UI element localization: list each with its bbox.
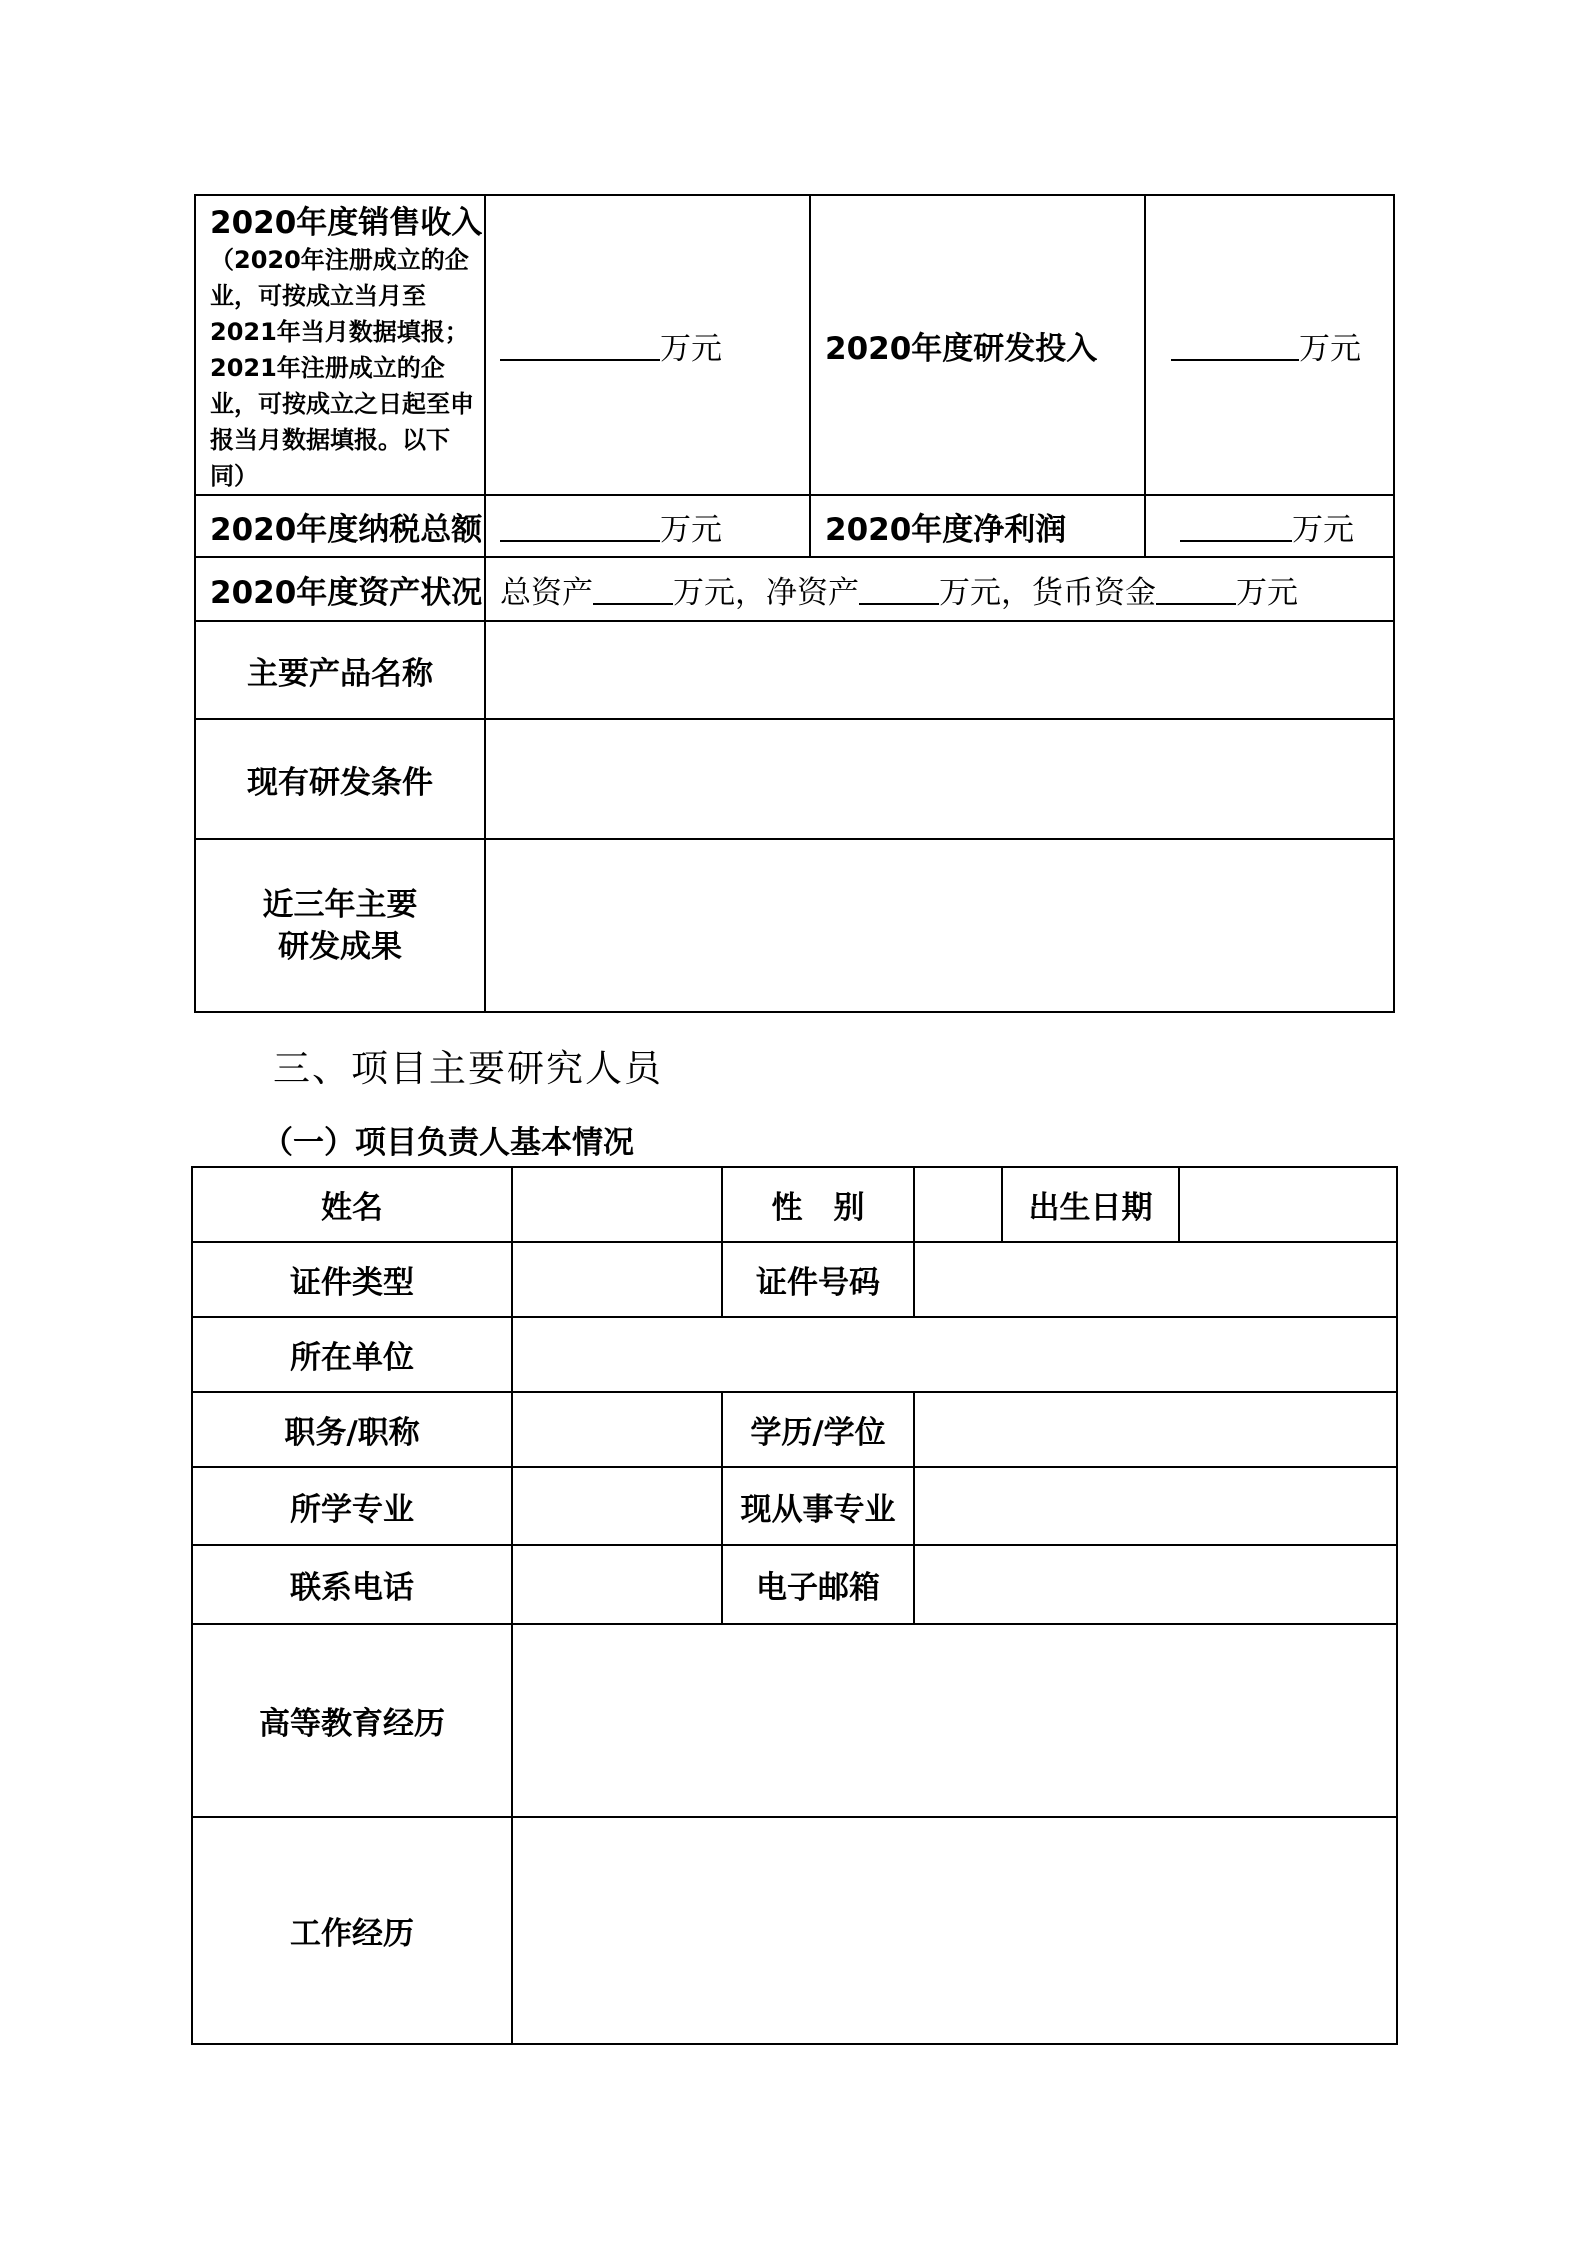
title-label: 职务/职称 (192, 1392, 512, 1467)
birth-date-label: 出生日期 (1002, 1167, 1179, 1242)
tax-unit: 万元 (660, 511, 722, 548)
section3-title: 三、项目主要研究人员 (273, 1047, 663, 1090)
gender-label: 性 别 (722, 1167, 914, 1242)
profit-label: 2020年度净利润 (810, 495, 1145, 557)
tax-value-cell[interactable] (485, 495, 810, 557)
company-financials-table (194, 194, 1395, 1013)
current-major-field[interactable] (914, 1467, 1397, 1545)
assets-net-unit: 万元 (939, 574, 1001, 611)
assets-net-label: ，净资产 (735, 574, 859, 611)
degree-label: 学历/学位 (722, 1392, 914, 1467)
products-field[interactable] (485, 621, 1394, 719)
rd-unit: 万元 (1299, 330, 1361, 367)
work-label: 工作经历 (192, 1817, 512, 2044)
assets-cash-label: ，货币资金 (1001, 574, 1156, 611)
email-label: 电子邮箱 (722, 1545, 914, 1624)
unit-field[interactable] (512, 1317, 1397, 1392)
profit-value-cell[interactable] (1145, 495, 1394, 557)
phone-label: 联系电话 (192, 1545, 512, 1624)
rd-conditions-label: 现有研发条件 (195, 719, 485, 839)
profit-unit: 万元 (1292, 511, 1354, 548)
assets-cash-unit: 万元 (1236, 574, 1298, 611)
sales-label: 2020年度销售收入 (210, 204, 483, 241)
name-field[interactable] (512, 1167, 722, 1242)
title-field[interactable] (512, 1392, 722, 1467)
education-label: 高等教育经历 (192, 1624, 512, 1817)
major-label: 所学专业 (192, 1467, 512, 1545)
id-type-label: 证件类型 (192, 1242, 512, 1317)
sales-value-cell[interactable] (485, 195, 810, 495)
email-field[interactable] (914, 1545, 1397, 1624)
work-field[interactable] (512, 1817, 1397, 2044)
birth-date-field[interactable] (1179, 1167, 1397, 1242)
sales-unit: 万元 (660, 330, 722, 367)
name-label: 姓名 (192, 1167, 512, 1242)
rd-value-cell[interactable] (1145, 195, 1394, 495)
major-field[interactable] (512, 1467, 722, 1545)
products-label: 主要产品名称 (195, 621, 485, 719)
rd-results-field[interactable] (485, 839, 1394, 1012)
id-type-field[interactable] (512, 1242, 722, 1317)
assets-label: 2020年度资产状况 (195, 557, 485, 621)
phone-field[interactable] (512, 1545, 722, 1624)
rd-label: 2020年度研发投入 (810, 195, 1145, 495)
assets-total-label: 总资产 (500, 574, 593, 611)
assets-value-cell[interactable] (485, 557, 1394, 621)
tax-label: 2020年度纳税总额 (195, 495, 485, 557)
current-major-label: 现从事专业 (722, 1467, 914, 1545)
section3-subtitle: （一）项目负责人基本情况 (262, 1125, 634, 1161)
assets-total-unit: 万元 (673, 574, 735, 611)
rd-conditions-field[interactable] (485, 719, 1394, 839)
id-number-label: 证件号码 (722, 1242, 914, 1317)
rd-results-line2: 研发成果 (278, 928, 402, 965)
gender-field[interactable] (914, 1167, 1002, 1242)
rd-results-label (195, 839, 485, 1012)
rd-results-line1: 近三年主要 (262, 886, 418, 923)
project-leader-table (191, 1166, 1398, 2045)
sales-note: （2020年注册成立的企业，可按成立当月至2021年当月数据填报；2021年注册成立的企业，可按成立之日起至申报当月数据填报。以下同） (210, 245, 474, 490)
degree-field[interactable] (914, 1392, 1397, 1467)
education-field[interactable] (512, 1624, 1397, 1817)
unit-label: 所在单位 (192, 1317, 512, 1392)
id-number-field[interactable] (914, 1242, 1397, 1317)
